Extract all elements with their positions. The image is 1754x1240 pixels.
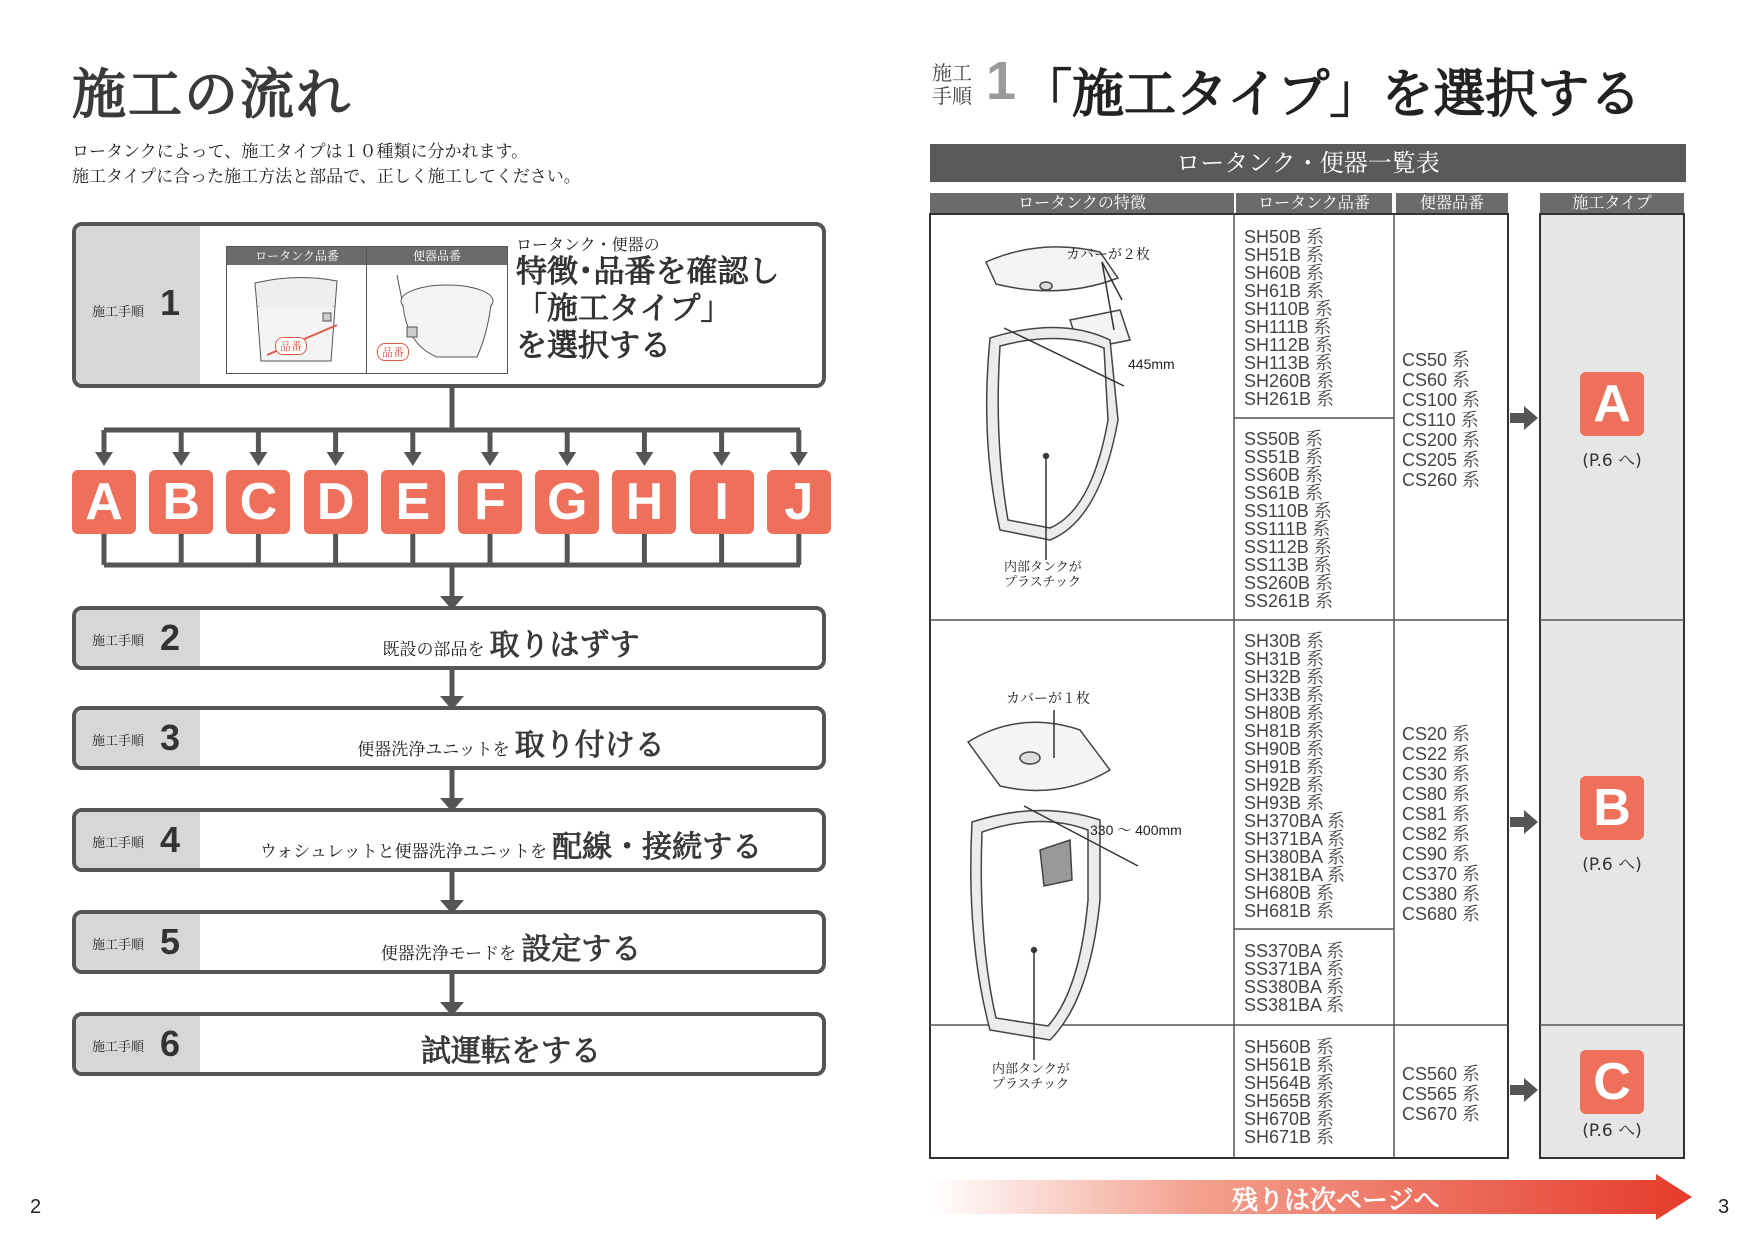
code-item: CS22 系: [1402, 744, 1471, 764]
code-item: SH93B 系: [1244, 793, 1325, 813]
g1-bowls: [1402, 350, 1480, 490]
next-page-text: 残りは次ページへ: [1232, 1186, 1440, 1216]
code-item: SH30B 系: [1244, 631, 1325, 651]
g1-inner-line-1: 内部タンクが: [1004, 560, 1082, 575]
page-number-right: 3: [1718, 1196, 1730, 1218]
step-4-big: 配線・接続する: [552, 830, 763, 865]
code-item: SH91B 系: [1244, 757, 1325, 777]
type-badge-b: B: [1580, 776, 1644, 840]
code-item: SH371BA 系: [1244, 829, 1346, 849]
code-item: SH32B 系: [1244, 667, 1325, 687]
intro-line-2: 施工タイプに合った施工方法と部品で、正しく施工してください。: [72, 167, 581, 187]
g2-inner-line-2: プラスチック: [992, 1077, 1069, 1092]
table-title: ロータンク・便器一覧表: [930, 144, 1686, 182]
g2-inner-label: [992, 1062, 1070, 1092]
step-5-number: 5: [160, 921, 181, 962]
page-number-left: 2: [30, 1196, 42, 1218]
code-item: CS30 系: [1402, 764, 1471, 784]
code-item: SH60B 系: [1244, 263, 1325, 283]
code-item: CS260 系: [1402, 470, 1481, 490]
code-item: SS60B 系: [1244, 465, 1324, 485]
g1-tanks-a: [1244, 228, 1334, 408]
code-item: CS100 系: [1402, 390, 1481, 410]
g1-inner-line-2: プラスチック: [1004, 575, 1081, 590]
header-type: 施工タイプ: [1540, 193, 1684, 213]
type-ref-a: (P.6 へ): [1582, 451, 1642, 471]
type-letter-g: G: [535, 470, 599, 534]
g2-cover-label: カバーが１枚: [1006, 691, 1090, 707]
step-2-big: 取りはずす: [489, 628, 640, 663]
step-6-label: 施工手順: [92, 1040, 145, 1055]
code-item: CS680 系: [1402, 904, 1481, 924]
step-3-label: 施工手順: [92, 734, 145, 749]
code-item: SS371BA 系: [1244, 959, 1345, 979]
step-5-big: 設定する: [521, 932, 642, 967]
tank-illustration-2: [968, 710, 1138, 1060]
code-item: CS200 系: [1402, 430, 1481, 450]
code-item: SH80B 系: [1244, 703, 1325, 723]
g1-inner-label: [1004, 560, 1082, 590]
code-item: SH261B 系: [1244, 389, 1335, 409]
code-item: CS110 系: [1402, 410, 1479, 430]
step-1-label: 施工手順: [92, 305, 145, 320]
type-letter-d: D: [304, 470, 368, 534]
code-item: CS81 系: [1402, 804, 1471, 824]
type-ref-b: (P.6 へ): [1582, 855, 1642, 875]
header-tank: ロータンク品番: [1236, 193, 1392, 213]
code-item: SH565B 系: [1244, 1091, 1335, 1111]
type-arrows: [1510, 406, 1538, 1102]
code-item: SS380BA 系: [1244, 977, 1345, 997]
code-item: CS20 系: [1402, 724, 1471, 744]
step-3-number: 3: [160, 717, 181, 758]
code-item: SH670B 系: [1244, 1109, 1335, 1129]
g2-tanks-a: [1244, 632, 1345, 920]
g1-tanks-b: [1244, 430, 1333, 610]
code-item: SH110B 系: [1244, 299, 1333, 319]
code-item: SH680B 系: [1244, 883, 1335, 903]
code-item: CS60 系: [1402, 370, 1471, 390]
type-badge-c: C: [1580, 1050, 1644, 1114]
bowl-tag: 品番: [377, 343, 409, 361]
type-letter-j: J: [767, 470, 831, 534]
code-item: SH81B 系: [1244, 721, 1325, 741]
code-item: CS205 系: [1402, 450, 1481, 470]
step-1-small-text: ロータンク・便器の: [516, 235, 660, 254]
type-ref-c: (P.6 へ): [1582, 1121, 1642, 1141]
code-item: SS111B 系: [1244, 519, 1331, 539]
header-feature: ロータンクの特徴: [930, 193, 1234, 213]
code-item: SH61B 系: [1244, 281, 1325, 301]
g2-dimension: 330 ～ 400mm: [1090, 822, 1182, 838]
code-item: SH112B 系: [1244, 335, 1333, 355]
tank-illustration-1: [986, 247, 1130, 560]
step-label-1: 施工: [932, 61, 972, 85]
code-item: CS50 系: [1402, 350, 1471, 370]
code-item: SH33B 系: [1244, 685, 1325, 705]
code-item: SS113B 系: [1244, 555, 1332, 575]
step-label-2: 手順: [932, 84, 972, 108]
step-2-number: 2: [160, 617, 181, 658]
code-item: SH381BA 系: [1244, 865, 1346, 885]
code-item: SH561B 系: [1244, 1055, 1335, 1075]
type-letter-b: B: [149, 470, 213, 534]
type-letter-e: E: [381, 470, 445, 534]
tank-tag: 品番: [275, 337, 307, 355]
code-item: SS110B 系: [1244, 501, 1332, 521]
step-2-label: 施工手順: [92, 634, 145, 649]
code-item: CS82 系: [1402, 824, 1471, 844]
step-5-small: 便器洗浄モードを: [380, 944, 517, 964]
step-4-small: ウォシュレットと便器洗浄ユニットを: [259, 842, 548, 862]
type-badge-a: A: [1580, 372, 1644, 436]
bowl-photo-header: 便器品番: [367, 247, 507, 265]
code-item: CS565 系: [1402, 1084, 1481, 1104]
type-letter-i: I: [690, 470, 754, 534]
code-item: CS670 系: [1402, 1104, 1481, 1124]
step-6-number: 6: [160, 1023, 181, 1064]
code-item: CS80 系: [1402, 784, 1471, 804]
code-item: SS370BA 系: [1244, 941, 1345, 961]
code-item: SS260B 系: [1244, 573, 1334, 593]
g1-cover-label: カバーが２枚: [1066, 247, 1150, 263]
type-letter-h: H: [612, 470, 676, 534]
step-3-small: 便器洗浄ユニットを: [357, 740, 510, 760]
tank-photo-header: ロータンク品番: [227, 247, 367, 265]
g3-tanks: [1244, 1038, 1334, 1146]
step-5-label: 施工手順: [92, 938, 145, 953]
code-item: SH671B 系: [1244, 1127, 1335, 1147]
g3-bowls: [1402, 1064, 1480, 1124]
code-item: SH380BA 系: [1244, 847, 1346, 867]
type-letter-c: C: [226, 470, 290, 534]
code-item: SS51B 系: [1244, 447, 1324, 467]
code-item: CS370 系: [1402, 864, 1481, 884]
intro-line-1: ロータンクによって、施工タイプは１０種類に分かれます。: [72, 142, 529, 162]
step-2-small: 既設の部品を: [382, 640, 485, 660]
code-item: SH51B 系: [1244, 245, 1325, 265]
code-item: SH113B 系: [1244, 353, 1333, 373]
code-item: SH111B 系: [1244, 317, 1332, 337]
g2-tanks-b: [1244, 942, 1344, 1014]
step-4-label: 施工手順: [92, 836, 145, 851]
code-item: SH31B 系: [1244, 649, 1325, 669]
g2-inner-line-1: 内部タンクが: [992, 1062, 1070, 1077]
step-4-number: 4: [160, 819, 181, 860]
step-number: 1: [986, 51, 1017, 111]
type-letter-a: A: [72, 470, 136, 534]
code-item: SH90B 系: [1244, 739, 1325, 759]
type-letter-f: F: [458, 470, 522, 534]
code-item: SH681B 系: [1244, 901, 1335, 921]
g1-dimension: 445mm: [1128, 356, 1175, 372]
right-title: 「施工タイプ」を選択する: [1020, 65, 1642, 125]
step-6-big: 試運転をする: [421, 1034, 601, 1069]
g2-bowls: [1402, 724, 1480, 924]
code-item: SS261B 系: [1244, 591, 1334, 611]
code-item: CS380 系: [1402, 884, 1481, 904]
step-1-big-line-2: 「施工タイプ」: [516, 291, 732, 327]
step-1-big-line-1: 特徴･品番を確認し: [516, 254, 780, 290]
header-bowl: 便器品番: [1396, 193, 1508, 213]
code-item: SH92B 系: [1244, 775, 1325, 795]
code-item: SS50B 系: [1244, 429, 1324, 449]
code-item: SH564B 系: [1244, 1073, 1335, 1093]
code-item: SS381BA 系: [1244, 995, 1345, 1015]
code-item: SS112B 系: [1244, 537, 1332, 557]
code-item: SH370BA 系: [1244, 811, 1346, 831]
step-1-number: 1: [160, 282, 181, 323]
code-item: SH50B 系: [1244, 227, 1325, 247]
step-1-big-line-3: を選択する: [516, 328, 671, 364]
page-title: 施工の流れ: [72, 63, 352, 126]
code-item: SS61B 系: [1244, 483, 1324, 503]
code-item: SH560B 系: [1244, 1037, 1335, 1057]
step-3-big: 取り付ける: [514, 728, 665, 763]
code-item: CS560 系: [1402, 1064, 1481, 1084]
code-item: SH260B 系: [1244, 371, 1335, 391]
code-item: CS90 系: [1402, 844, 1471, 864]
